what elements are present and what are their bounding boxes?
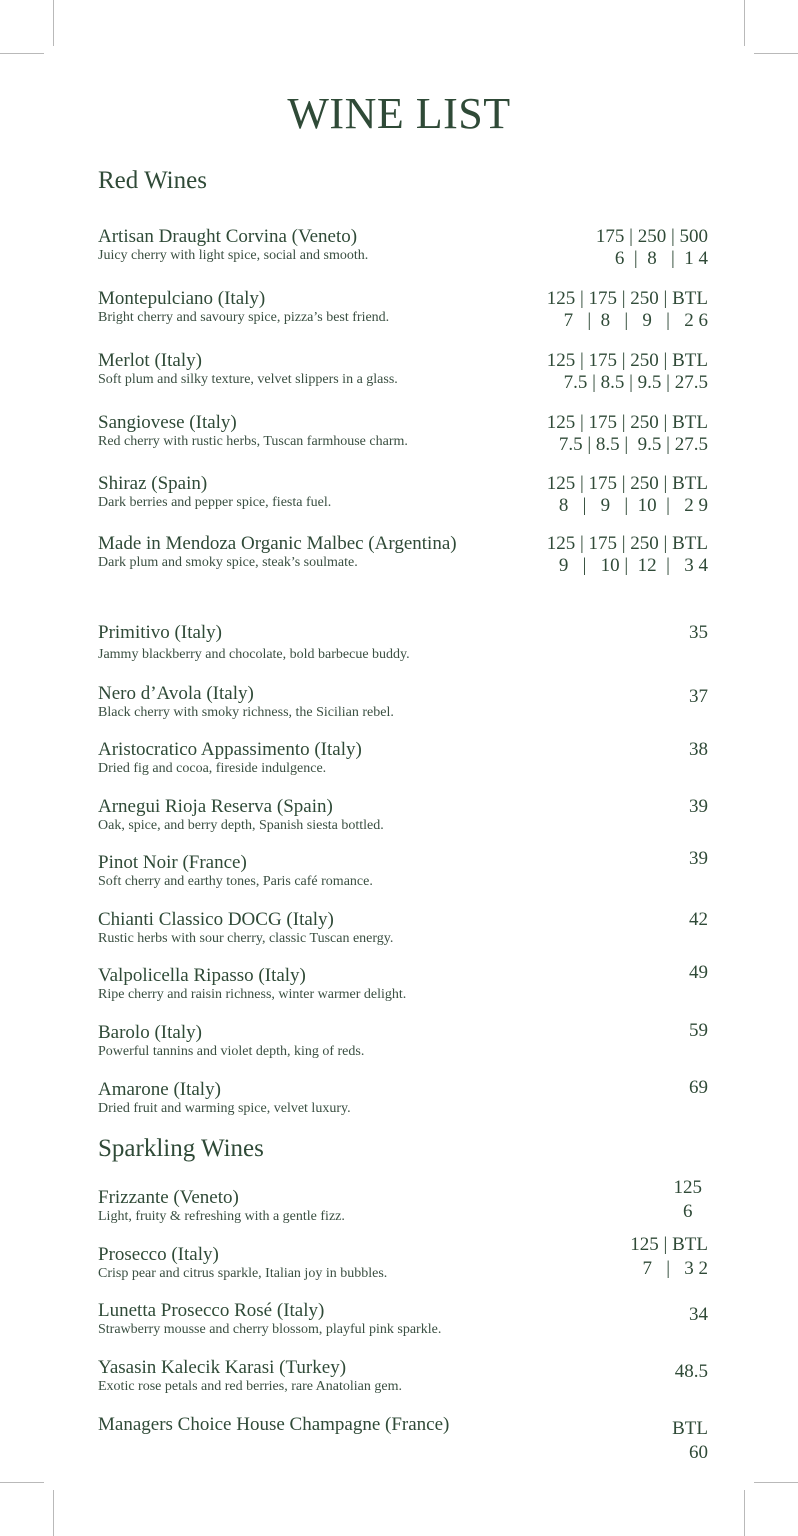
wine-name: Aristocratico Appassimento (Italy): [98, 739, 362, 760]
price-block: [547, 533, 708, 577]
wine-item: [98, 909, 708, 947]
wine-description: Bright cherry and savoury spice, pizza’s best friend.: [98, 310, 390, 325]
wine-name: Amarone (Italy): [98, 1079, 221, 1100]
page-title: WINE LIST: [287, 89, 511, 138]
price-values: 7 | 8 | 9 | 2 6: [563, 310, 708, 331]
wine-description: Oak, spice, and berry depth, Spanish siesta bottled.: [98, 818, 384, 833]
bottle-price: 39: [689, 796, 708, 817]
crop-mark: [754, 53, 798, 54]
wine-name: Primitivo (Italy): [98, 622, 223, 643]
wine-name: Chianti Classico DOCG (Italy): [98, 909, 334, 930]
price-values: 9 | 10 | 12 | 3 4: [558, 555, 708, 576]
wine-description: Rustic herbs with sour cherry, classic Tuscan energy.: [98, 931, 394, 946]
bottle-price: 39: [689, 848, 708, 869]
section-heading-sparkling: Sparkling Wines: [98, 1135, 264, 1162]
wine-name: Shiraz (Spain): [98, 473, 208, 494]
wine-description: Light, fruity & refreshing with a gentle fizz.: [98, 1209, 345, 1224]
price-block: [630, 1233, 708, 1281]
wine-name: Managers Choice House Champagne (France): [98, 1414, 450, 1435]
wine-item: [98, 796, 708, 834]
price-values: 7.5 | 8.5 | 9.5 | 27.5: [558, 434, 708, 455]
wine-description: Strawberry mousse and cherry blossom, playful pink sparkle.: [98, 1322, 442, 1337]
wine-name: Artisan Draught Corvina (Veneto): [98, 226, 358, 247]
wine-description: Dried fig and cocoa, fireside indulgence.: [98, 761, 327, 776]
price-values: 7 | 3 2: [642, 1258, 708, 1279]
wine-name: Valpolicella Ripasso (Italy): [98, 965, 306, 986]
wine-name: Barolo (Italy): [98, 1022, 202, 1043]
price-block: [547, 473, 708, 517]
price-sizes: 125 | 175 | 250 | BTL: [546, 473, 708, 494]
wine-description: Soft plum and silky texture, velvet slippers in a glass.: [98, 372, 398, 387]
price-block: [547, 288, 708, 332]
price-block: [547, 350, 708, 394]
wine-item: [98, 412, 708, 455]
wine-name: Yasasin Kalecik Karasi (Turkey): [98, 1357, 347, 1378]
wine-item: [98, 473, 708, 516]
wine-item: [98, 350, 708, 393]
wine-name: Prosecco (Italy): [98, 1244, 219, 1265]
crop-mark: [0, 1482, 44, 1483]
bottle-price: 34: [689, 1304, 708, 1325]
bottle-price: 69: [689, 1077, 708, 1098]
wine-item: [98, 1357, 708, 1395]
price-sizes: 175 | 250 | 500: [595, 226, 708, 247]
wine-description: Dark berries and pepper spice, fiesta fuel.: [98, 495, 332, 510]
price-block: [674, 1176, 703, 1224]
wine-item: [98, 1022, 708, 1060]
price-sizes: 125: [673, 1177, 702, 1198]
bottle-price: 59: [689, 1020, 708, 1041]
crop-mark: [0, 53, 44, 54]
price-sizes: 125 | 175 | 250 | BTL: [546, 533, 708, 554]
wine-name: Sangiovese (Italy): [98, 412, 237, 433]
section-heading-red: Red Wines: [98, 167, 207, 194]
price-values: 6: [683, 1201, 693, 1222]
wine-description: Soft cherry and earthy tones, Paris café romance.: [98, 874, 373, 889]
price-sizes: 125 | 175 | 250 | BTL: [546, 412, 708, 433]
wine-name: Merlot (Italy): [98, 350, 202, 371]
wine-description: Jammy blackberry and chocolate, bold barbecue buddy.: [98, 647, 410, 662]
wine-description: Red cherry with rustic herbs, Tuscan farmhouse charm.: [98, 434, 408, 449]
price-values: 7.5 | 8.5 | 9.5 | 27.5: [563, 372, 708, 393]
wine-description: Juicy cherry with light spice, social and smooth.: [98, 248, 369, 263]
wine-item: [98, 962, 708, 1003]
wine-item: [98, 1234, 708, 1282]
price-values: 6 | 8 | 1 4: [614, 248, 708, 269]
price-sizes: 125 | 175 | 250 | BTL: [546, 288, 708, 309]
crop-mark: [53, 1490, 54, 1536]
bottle-price: 37: [689, 686, 708, 707]
wine-item: [98, 622, 708, 663]
price-sizes: BTL: [672, 1418, 708, 1439]
wine-description: Ripe cherry and raisin richness, winter warmer delight.: [98, 987, 407, 1002]
price-block: [596, 226, 708, 270]
bottle-price: 38: [689, 739, 708, 760]
price-sizes: 125 | BTL: [630, 1234, 708, 1255]
crop-mark: [754, 1482, 798, 1483]
wine-item: [98, 683, 708, 721]
wine-name: Made in Mendoza Organic Malbec (Argentina): [98, 533, 457, 554]
wine-description: Dried fruit and warming spice, velvet luxury.: [98, 1101, 351, 1116]
bottle-price: 35: [689, 622, 708, 643]
wine-item: [98, 226, 708, 269]
wine-item: [98, 848, 708, 890]
bottle-price: 48.5: [674, 1361, 708, 1382]
wine-item: [98, 1300, 708, 1338]
price-values: 8 | 9 | 10 | 2 9: [558, 495, 708, 516]
price-sizes: 125 | 175 | 250 | BTL: [546, 350, 708, 371]
wine-description: Crisp pear and citrus sparkle, Italian joy in bubbles.: [98, 1266, 388, 1281]
wine-description: Powerful tannins and violet depth, king of reds.: [98, 1044, 365, 1059]
bottle-price: 42: [689, 909, 708, 930]
wine-item: [98, 739, 708, 777]
wine-name: Frizzante (Veneto): [98, 1187, 239, 1208]
wine-name: Montepulciano (Italy): [98, 288, 266, 309]
wine-name: Arnegui Rioja Reserva (Spain): [98, 796, 333, 817]
bottle-price: 49: [689, 962, 708, 983]
wine-name: Nero d’Avola (Italy): [98, 683, 254, 704]
crop-mark: [53, 0, 54, 46]
wine-description: Dark plum and smoky spice, steak’s soulmate.: [98, 555, 358, 570]
wine-item: [98, 1414, 708, 1463]
wine-item: [98, 288, 708, 331]
wine-name: Pinot Noir (France): [98, 852, 247, 873]
price-block: [547, 412, 708, 456]
crop-mark: [744, 0, 745, 46]
crop-mark: [744, 1490, 745, 1536]
price-values: 60: [689, 1442, 708, 1463]
wine-item: [98, 1079, 708, 1117]
wine-item: [98, 1177, 708, 1225]
price-block: [672, 1417, 708, 1465]
wine-item: [98, 533, 708, 576]
wine-description: Exotic rose petals and red berries, rare Anatolian gem.: [98, 1379, 402, 1394]
wine-name: Lunetta Prosecco Rosé (Italy): [98, 1300, 325, 1321]
wine-description: Black cherry with smoky richness, the Sicilian rebel.: [98, 705, 394, 720]
